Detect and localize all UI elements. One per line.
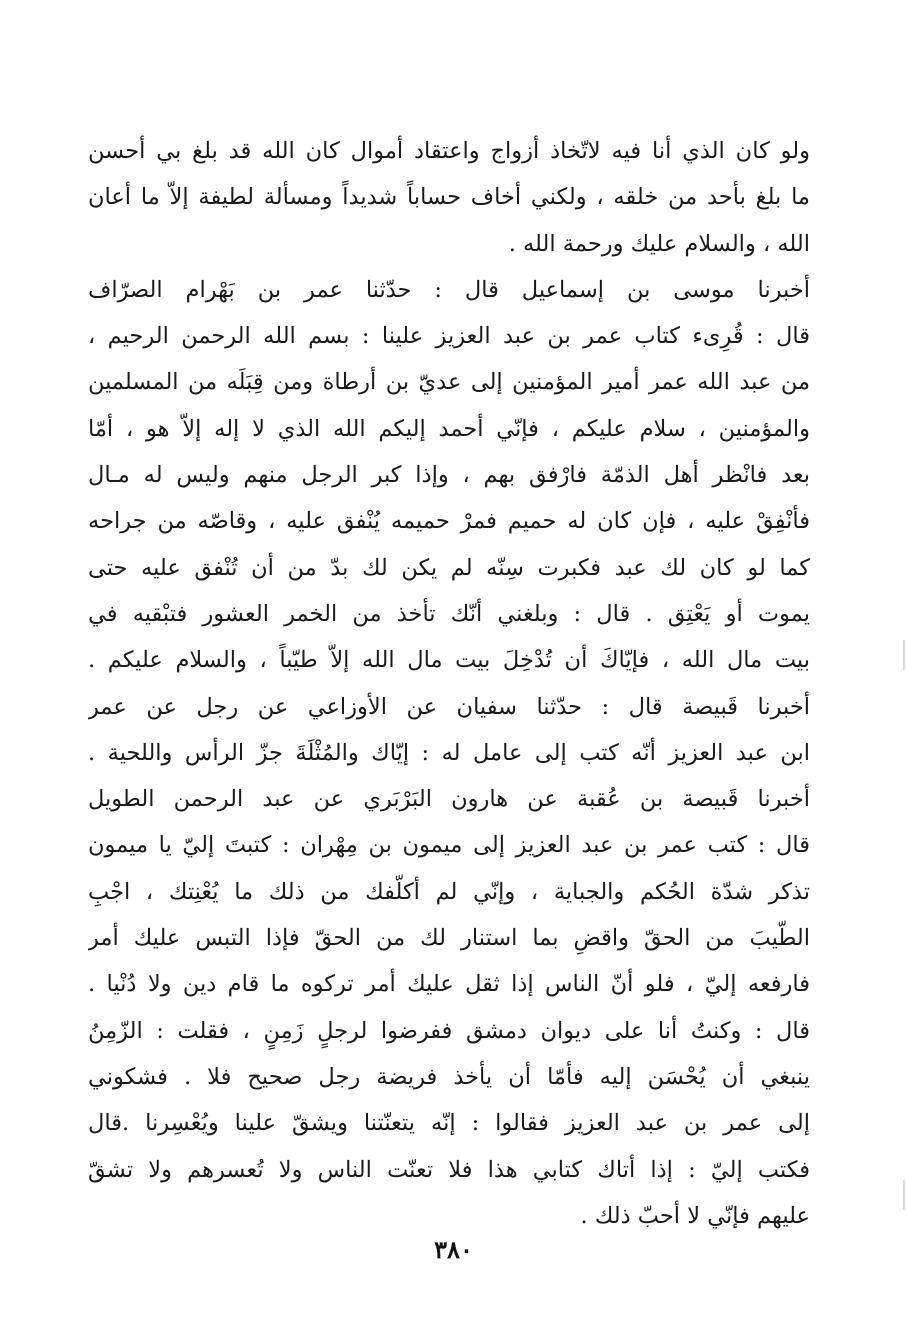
text-line: تذكر شدّة الحُكم والجباية ، وإنّي لم أكلّفك من ذلك ما يُعْنِتك ، اجْبِ <box>88 878 810 905</box>
text-line: ولو كان الذي أنا فيه لاتّخاذ أزواج واعتقاد أموال كان الله قد بلغ بي أحسن <box>88 138 810 164</box>
text-line: ينبغي أن يُحْسَن إليه فأمّا أن يأخذ فريضة رجل صحيح فلا . فشكوني <box>88 1063 810 1090</box>
body-text <box>88 128 810 1239</box>
text-line: فكتب إليّ : إذا أتاك كتابي هذا فلا تعنّت الناس ولا تُعسرهم ولا تشقّ <box>88 1156 810 1183</box>
text-line: قال : وكنتُ أنا على ديوان دمشق ففرضوا لرجلٍ زَمِنٍ ، فقلت : الزّمِنُ <box>88 1017 810 1044</box>
text-line: ما بلغ بأحد من خلقه ، ولكني أخاف حساباً شديداً ومسألة لطيفة إلاّ ما أعان <box>88 184 810 211</box>
text-line: من عبد الله عمر أمير المؤمنين إلى عديّ بن أرطاة ومن قِبَلَه من المسلمين <box>88 369 810 396</box>
text-line: فارفعه إليّ ، فلو أنّ الناس إذا ثقل عليك أمر تركوه ما قام دين ولا دُنْيا . <box>88 971 810 998</box>
text-line: أخبرنا قَبيصة قال : حدّثنا سفيان عن الأوزاعي عن رجل عن عمر <box>88 693 810 720</box>
text-line: الطّيبَ من الحقّ واقضِ بما استنار لك من الحقّ فإذا التبس عليك أمر <box>88 925 810 952</box>
text-line: عليهم فإنّي لا أحبّ ذلك . <box>580 1202 810 1229</box>
text-line: فأنْفِقْ عليه ، فإن كان له حميم فمرْ حميمه يُنْفق عليه ، وقاصّه من جراحه <box>88 508 810 535</box>
page-number: ٣٨٠ <box>434 1235 473 1264</box>
scan-margin-mark <box>903 1180 905 1210</box>
text-line: ابن عبد العزيز أنّه كتب إلى عامل له : إيّاك والمُثْلَةَ جزّ الرأس واللحية . <box>88 739 810 766</box>
scan-margin-mark <box>903 640 905 670</box>
text-line: قال : كتب عمر بن عبد العزيز إلى ميمون بن مِهْران : كتبتَ إليّ يا ميمون <box>88 832 810 859</box>
text-line: الله ، والسلام عليك ورحمة الله . <box>508 230 810 257</box>
text-line: يموت أو يَعْتِق . قال : وبلغني أنّك تأخذ من الخمر العشور فتبْقيه في <box>88 600 810 627</box>
text-line: بعد فانْظر أهل الذمّة فارْفق بهم ، وإذا كبر الرجل منهم وليس له مـال <box>88 462 810 489</box>
text-line: بيت مال الله ، فإيّاكَ أن تُدْخِلَ بيت مال الله إلاّ طيّباً ، والسلام عليكم . <box>88 647 810 674</box>
text-line: أخبرنا قَبيصة بن عُقبة عن هارون البَرْبَري عن عبد الرحمن الطويل <box>88 786 810 813</box>
text-line: كما لو كان لك عبد فكبرت سِنّه لم يكن لك بدّ من أن تُنْفق عليه حتى <box>88 554 810 581</box>
text-line: قال : قُرِىء كتاب عمر بن عبد العزيز علينا : بسم الله الرحمن الرحيم ، <box>88 323 810 350</box>
text-line: والمؤمنين ، سلام عليكم ، فإنّي أحمد إليكم الله الذي لا إله إلاّ هو ، أمّا <box>88 415 810 442</box>
text-line: أخبرنا موسى بن إسماعيل قال : حدّثنا عمر بن بَهْرام الصرّاف <box>88 276 810 303</box>
text-line: إلى عمر بن عبد العزيز فقالوا : إنّه يتعنّتنا ويشقّ علينا ويُعْسِرنا .قال <box>88 1110 810 1137</box>
